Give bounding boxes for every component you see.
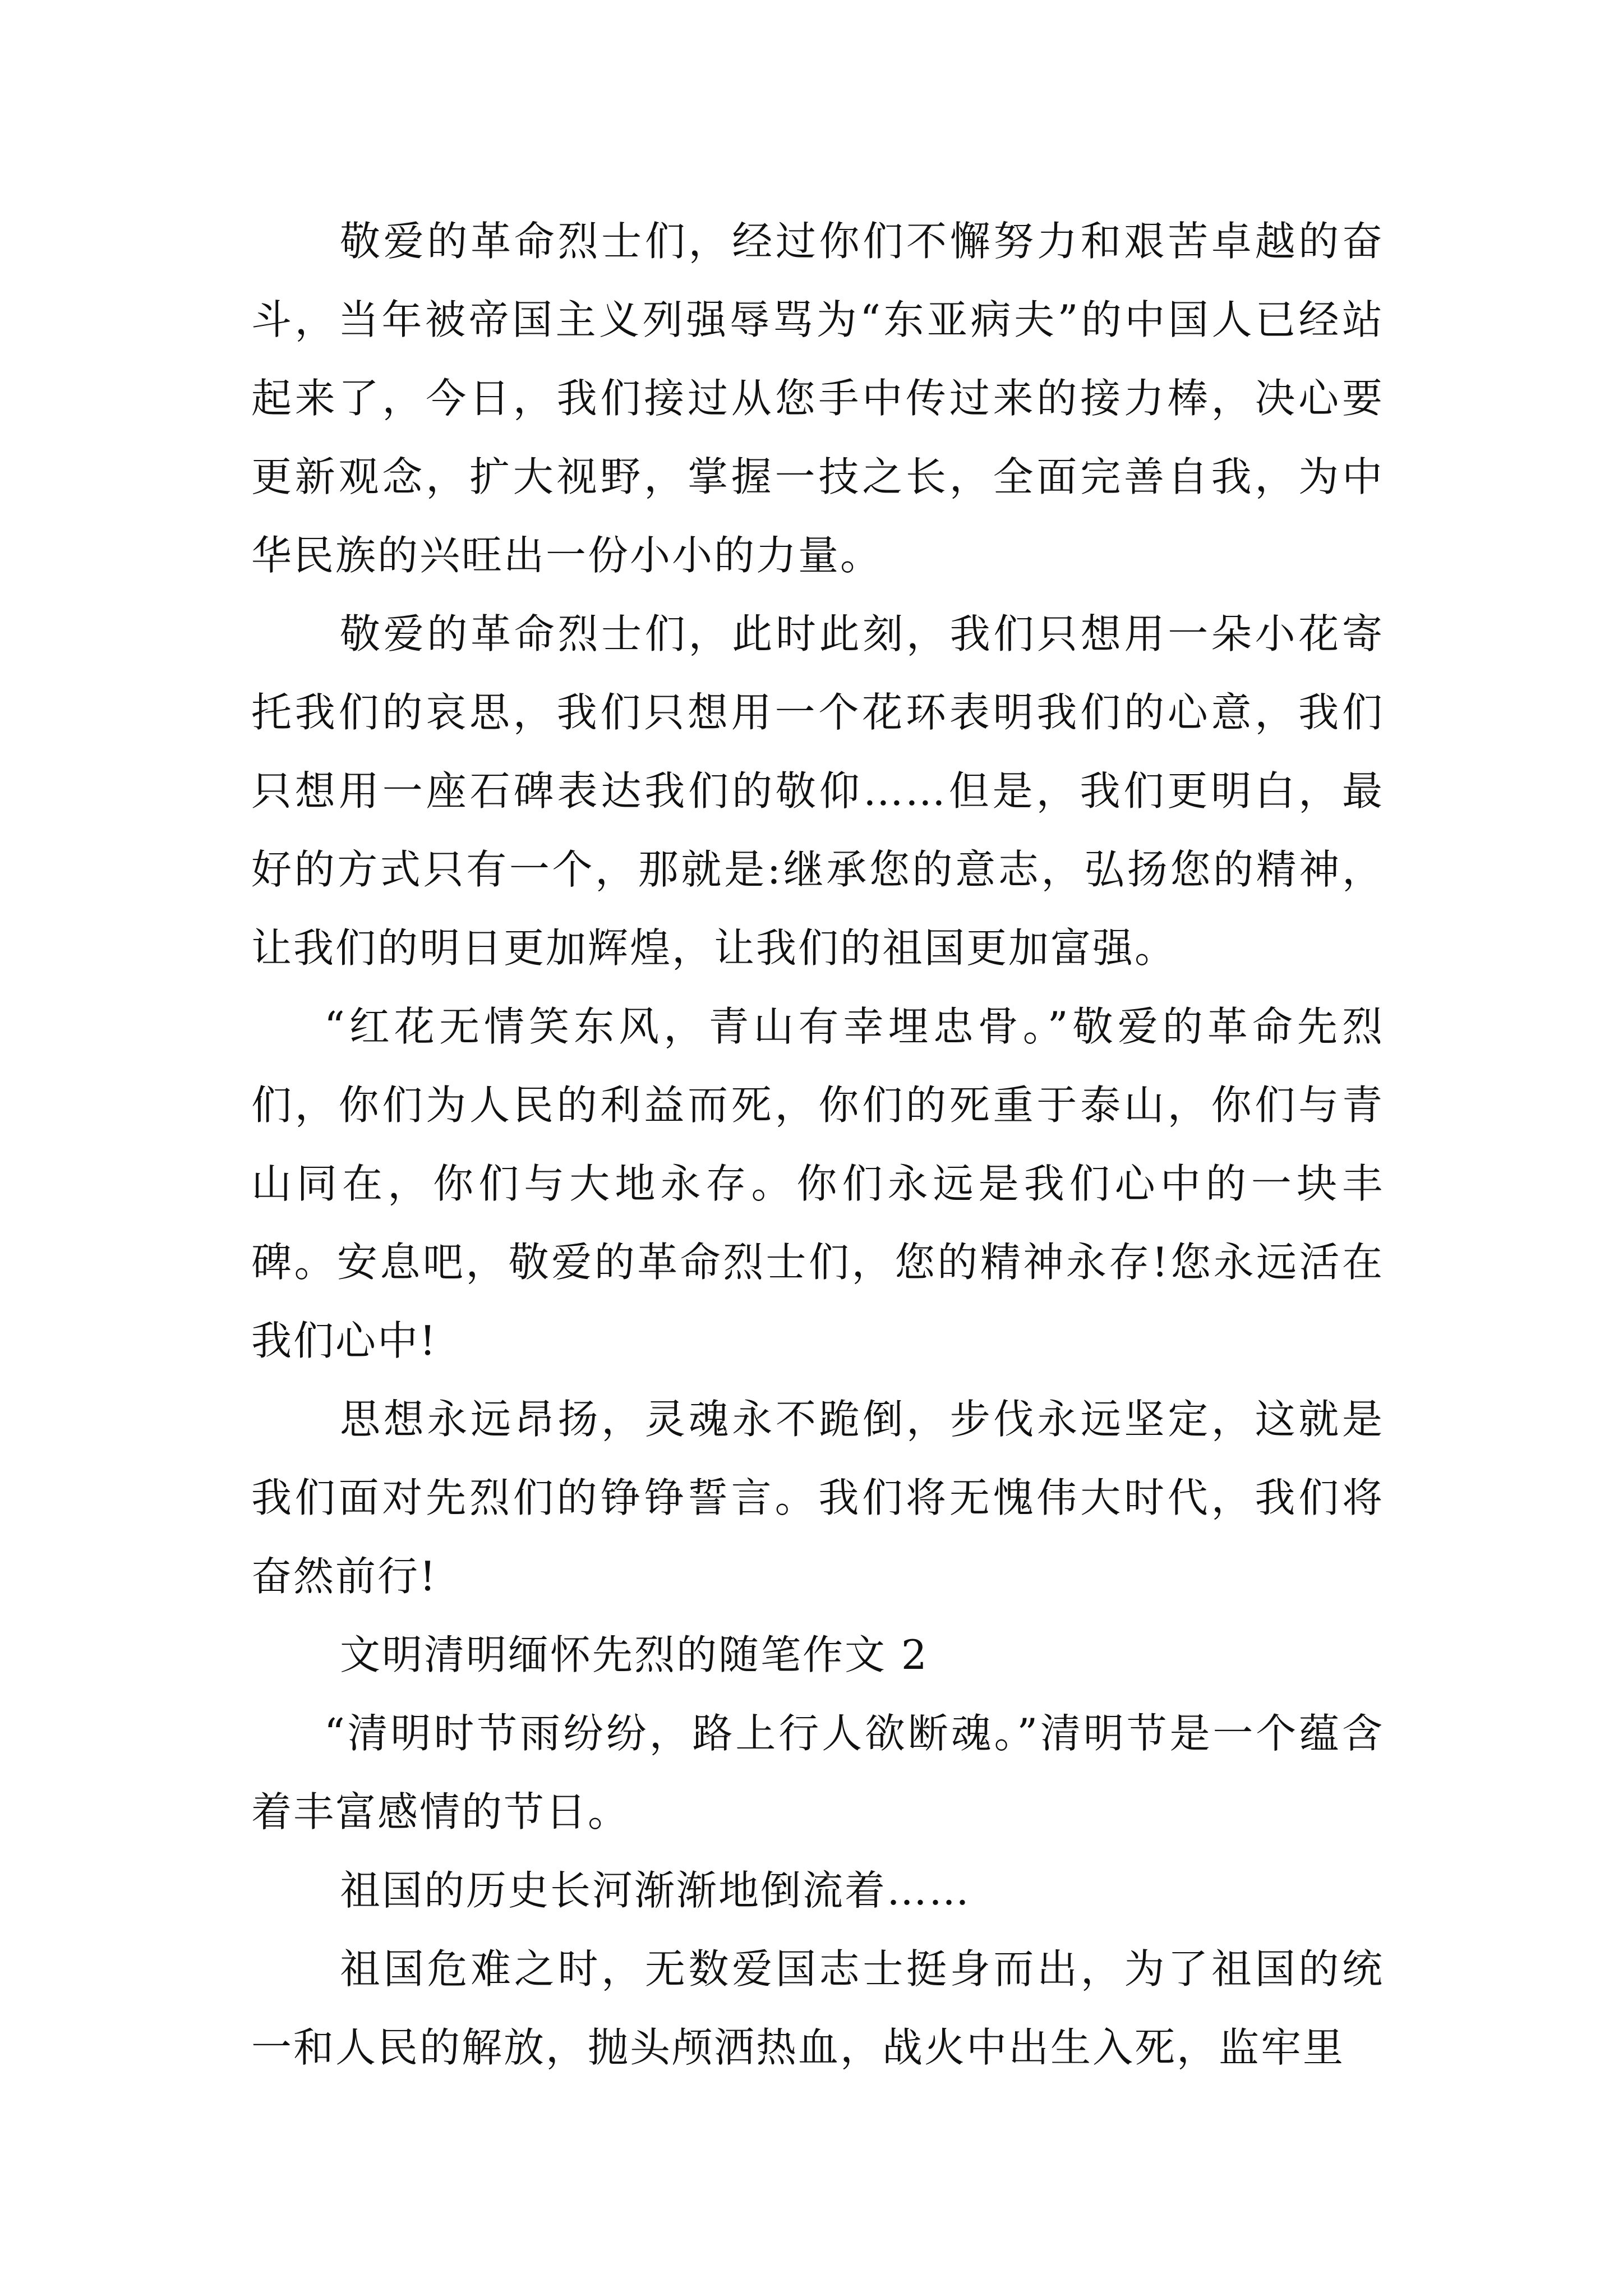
- section-heading: 文明清明缅怀先烈的随笔作文 2: [340, 1631, 929, 1678]
- paragraph-3: “红花无情笑东风，青山有幸埋忠骨。”敬爱的革命先烈们，你们为人民的利益而死，你们的死重于泰山，你们与青山同在，你们与大地永存。你们永远是我们心中的一块丰碑。安息吧，敬爱的革命烈士们，您的精神永存!您永远活在我们心中!: [251, 1003, 1384, 1364]
- paragraph-5: “清明时节雨纷纷，路上行人欲断魂。”清明节是一个蕴含着丰富感情的节日。: [251, 1710, 1384, 1835]
- paragraph-2: 敬爱的革命烈士们，此时此刻，我们只想用一朵小花寄托我们的哀思，我们只想用一个花环表明我们的心意，我们只想用一座石碑表达我们的敬仰……但是，我们更明白，最好的方式只有一个，那就是:继承您的意志，弘扬您的精神，让我们的明日更加辉煌，让我们的祖国更加富强。: [251, 610, 1384, 972]
- paragraph-1: 敬爱的革命烈士们，经过你们不懈努力和艰苦卓越的奋斗，当年被帝国主义列强辱骂为“东亚病夫”的中国人已经站起来了，今日，我们接过从您手中传过来的接力棒，决心要更新观念，扩大视野，掌握一技之长，全面完善自我，为中华民族的兴旺出一份小小的力量。: [251, 218, 1384, 579]
- document-body: [251, 202, 1384, 2087]
- paragraph-6: 祖国的历史长河渐渐地倒流着……: [340, 1867, 971, 1914]
- paragraph-4: 思想永远昂扬，灵魂永不跪倒，步伐永远坚定，这就是我们面对先烈们的铮铮誓言。我们将无愧伟大时代，我们将奋然前行!: [251, 1396, 1384, 1600]
- paragraph-7: 祖国危难之时，无数爱国志士挺身而出，为了祖国的统一和人民的解放，抛头颅洒热血，战火中出生入死，监牢里: [251, 1945, 1384, 2071]
